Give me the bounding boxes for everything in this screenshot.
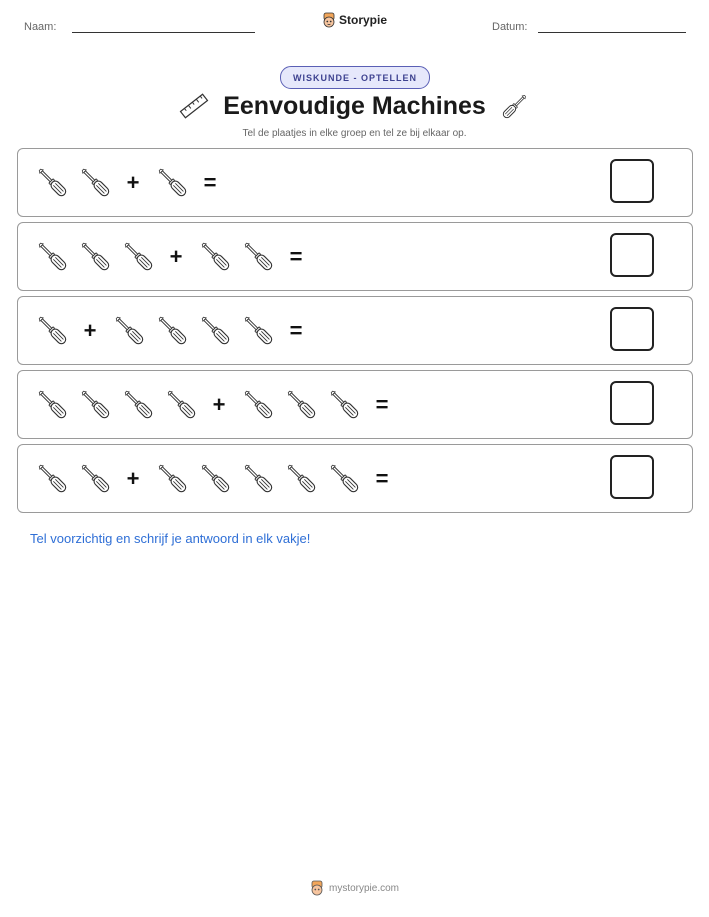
date-line (538, 32, 686, 33)
brand-logo (322, 12, 387, 28)
equals-sign: = (375, 391, 389, 417)
screwdriver-icon (240, 460, 278, 498)
screwdriver-icon (77, 238, 115, 276)
problem-row (17, 370, 693, 439)
screwdriver-icon (498, 91, 530, 123)
answer-box[interactable] (610, 233, 654, 277)
screwdriver-icon (77, 386, 115, 424)
plus-sign: + (126, 169, 140, 195)
screwdriver-icon (120, 386, 158, 424)
answer-box[interactable] (610, 381, 654, 425)
answer-box[interactable] (610, 159, 654, 203)
equals-sign: = (289, 317, 303, 343)
screwdriver-icon (154, 164, 192, 202)
storypie-logo-icon (310, 880, 324, 896)
screwdriver-icon (163, 386, 201, 424)
screwdriver-icon (154, 312, 192, 350)
screwdriver-icon (34, 312, 72, 350)
problem-row (17, 444, 693, 513)
screwdriver-icon (154, 460, 192, 498)
subject-badge: WISKUNDE - OPTELLEN (280, 66, 430, 89)
problem-expression (34, 223, 317, 290)
problem-expression (34, 149, 231, 216)
page-title: Eenvoudige Machines (223, 92, 486, 120)
plus-sign: + (83, 317, 97, 343)
equals-sign: = (203, 169, 217, 195)
screwdriver-icon (240, 238, 278, 276)
plus-sign: + (169, 243, 183, 269)
screwdriver-icon (326, 460, 364, 498)
screwdriver-icon (34, 238, 72, 276)
screwdriver-icon (34, 386, 72, 424)
screwdriver-icon (77, 164, 115, 202)
screwdriver-icon (283, 386, 321, 424)
footer-note: Tel voorzichtig en schrijf je antwoord in elk vakje! (30, 531, 311, 546)
equals-sign: = (289, 243, 303, 269)
storypie-logo-icon (322, 12, 336, 28)
problem-expression (34, 445, 403, 512)
page-instructions: Tel de plaatjes in elke groep en tel ze bij elkaar op. (242, 128, 467, 139)
problem-expression (34, 297, 317, 364)
problem-row (17, 222, 693, 291)
screwdriver-icon (197, 460, 235, 498)
name-line (72, 32, 255, 33)
screwdriver-icon (77, 460, 115, 498)
screwdriver-icon (34, 164, 72, 202)
plus-sign: + (126, 465, 140, 491)
answer-box[interactable] (610, 455, 654, 499)
screwdriver-icon (283, 460, 321, 498)
problem-list (17, 148, 693, 518)
screwdriver-icon (326, 386, 364, 424)
footer-site: mystorypie.com (328, 882, 399, 894)
problem-row (17, 148, 693, 217)
problem-expression (34, 371, 403, 438)
name-label: Naam: (24, 21, 57, 33)
screwdriver-icon (240, 312, 278, 350)
screwdriver-icon (111, 312, 149, 350)
plus-sign: + (212, 391, 226, 417)
answer-box[interactable] (610, 307, 654, 351)
date-label: Datum: (492, 21, 528, 33)
screwdriver-icon (120, 238, 158, 276)
equals-sign: = (375, 465, 389, 491)
screwdriver-icon (34, 460, 72, 498)
brand-name: Storypie (339, 13, 388, 27)
screwdriver-icon (197, 312, 235, 350)
screwdriver-icon (240, 386, 278, 424)
screwdriver-icon (197, 238, 235, 276)
page-footer (0, 880, 709, 896)
page-header (0, 0, 709, 50)
problem-row (17, 296, 693, 365)
